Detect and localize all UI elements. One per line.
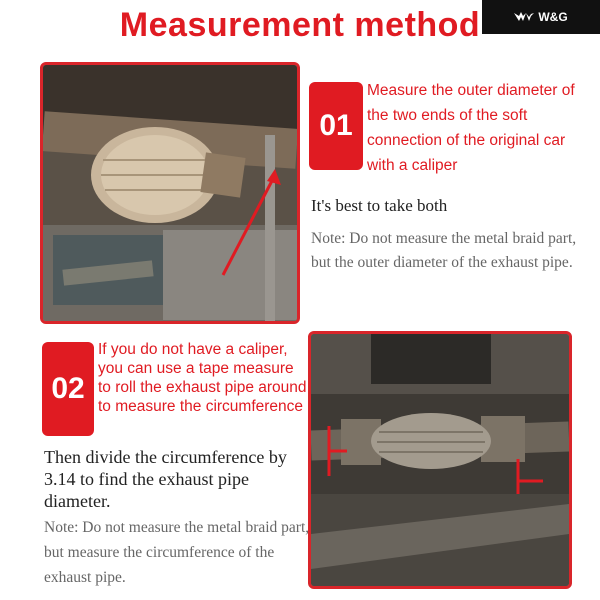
- step1-tip: It's best to take both: [311, 196, 448, 215]
- step1-badge: 01: [309, 82, 363, 170]
- page-title: Measurement method: [119, 6, 481, 44]
- step1-photo: [40, 62, 300, 324]
- step2-tip: Then divide the circumference by 3.14 to find the exhaust pipe diameter.: [44, 447, 287, 511]
- step2-photo: [308, 331, 572, 589]
- step1-instruction: Measure the outer diameter of the two ends of the soft connection of the original car with a caliper: [367, 82, 575, 174]
- step2-badge: 02: [42, 342, 94, 436]
- wing-logo-icon: [514, 12, 534, 22]
- step1-note: Note: Do not measure the metal braid part, but the outer diameter of the exhaust pipe.: [311, 230, 577, 271]
- brand-name: W&G: [538, 10, 568, 24]
- brand-logo: [482, 0, 600, 34]
- step2-note: Note: Do not measure the metal braid part, but measure the circumference of the exhaust pipe.: [44, 519, 310, 586]
- step2-instruction: If you do not have a caliper, you can use a tape measure to roll the exhaust pipe around to measure the circumference: [98, 341, 307, 415]
